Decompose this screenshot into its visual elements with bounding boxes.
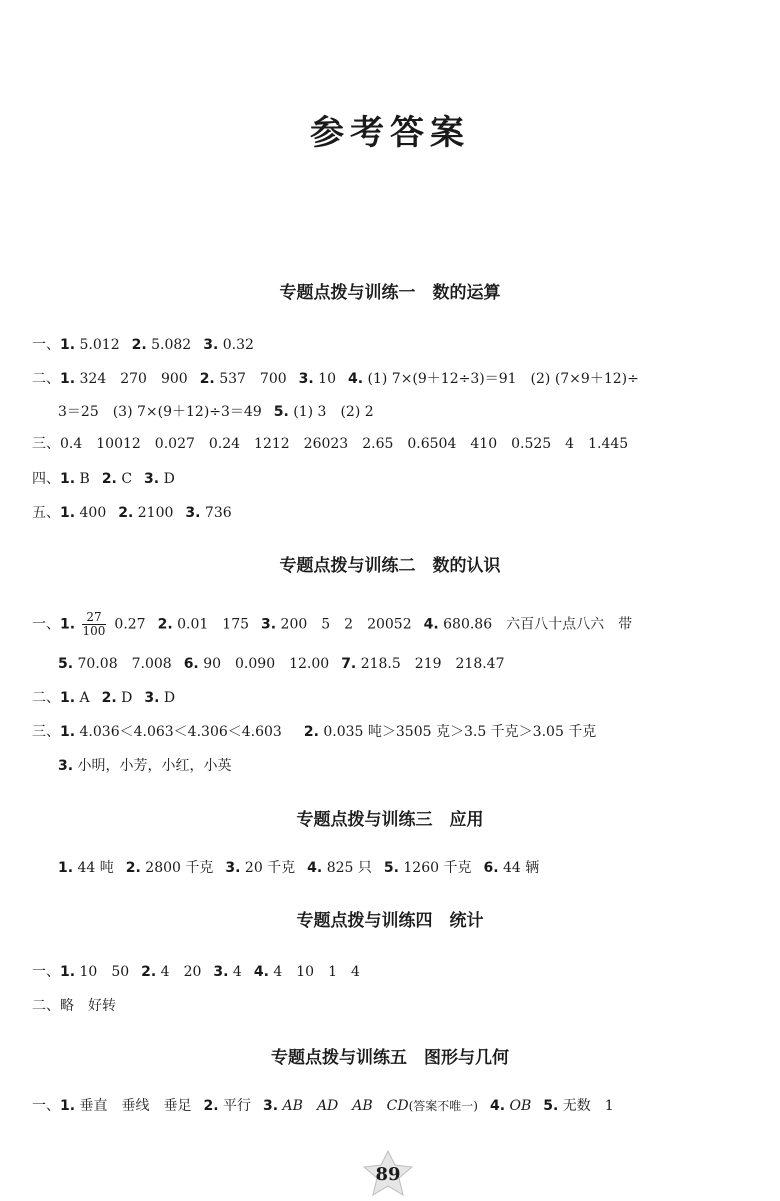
section-title-1: 专题点拨与训练一 数的运算 (279, 283, 501, 303)
page-number-badge (360, 1150, 416, 1196)
answer-line: 一、1. 10 50 2. 4 20 3. 4 4. 4 10 1 4 (32, 964, 360, 980)
section-title-3: 专题点拨与训练三 应用 (296, 810, 484, 830)
section-title-2: 专题点拨与训练二 数的认识 (279, 556, 501, 576)
section-title-5: 专题点拨与训练五 图形与几何 (271, 1048, 509, 1068)
answer-line: 二、略 好转 (32, 998, 116, 1014)
section-title-4: 专题点拨与训练四 统计 (296, 911, 484, 931)
page-number: 89 (375, 1164, 401, 1185)
answer-line: 三、1. 4.036＜4.063＜4.306＜4.603 2. 0.035 吨＞3505 克＞3.5 千克＞3.05 千克 (32, 724, 597, 740)
answer-line: 四、1. B 2. C 3. D (32, 471, 175, 487)
answer-line: 5. 70.08 7.008 6. 90 0.090 12.00 7. 218.5 219 218.47 (58, 656, 505, 672)
answer-line: 二、1. 324 270 900 2. 537 700 3. 10 4. (1) 7×(9＋12÷3)＝91 (2) (7×9＋12)÷ (32, 371, 639, 387)
answer-line: 1. 44 吨 2. 2800 千克 3. 20 千克 4. 825 只 5. 1260 千克 6. 44 辆 (58, 860, 540, 876)
answer-line: 一、1. 5.012 2. 5.082 3. 0.32 (32, 337, 254, 353)
answer-line: 一、1. $\frac{27}{100}$ 0.27 2. 0.01 175 3. 200 5 2 20052 4. 680.86 六百八十点八六 带 (32, 610, 633, 638)
page-title: 参考答案 (310, 113, 470, 153)
answer-line: 3＝25 (3) 7×(9＋12)÷3＝49 5. (1) 3 (2) 2 (58, 404, 374, 420)
answer-line: 三、0.4 10012 0.027 0.24 1212 26023 2.65 0.6504 410 0.525 4 1.445 (32, 436, 629, 452)
fraction: $\frac{27}{100}$ (82, 610, 106, 638)
answer-line: 五、1. 400 2. 2100 3. 736 (32, 505, 232, 521)
answer-line: 二、1. A 2. D 3. D (32, 690, 176, 706)
answer-line: 一、1. 垂直 垂线 垂足 2. 平行 3. AB AD AB CD(答案不唯一) 4. OB 5. 无数 1 (32, 1098, 614, 1114)
answer-line: 3. 小明，小芳，小红，小英 (58, 758, 232, 774)
